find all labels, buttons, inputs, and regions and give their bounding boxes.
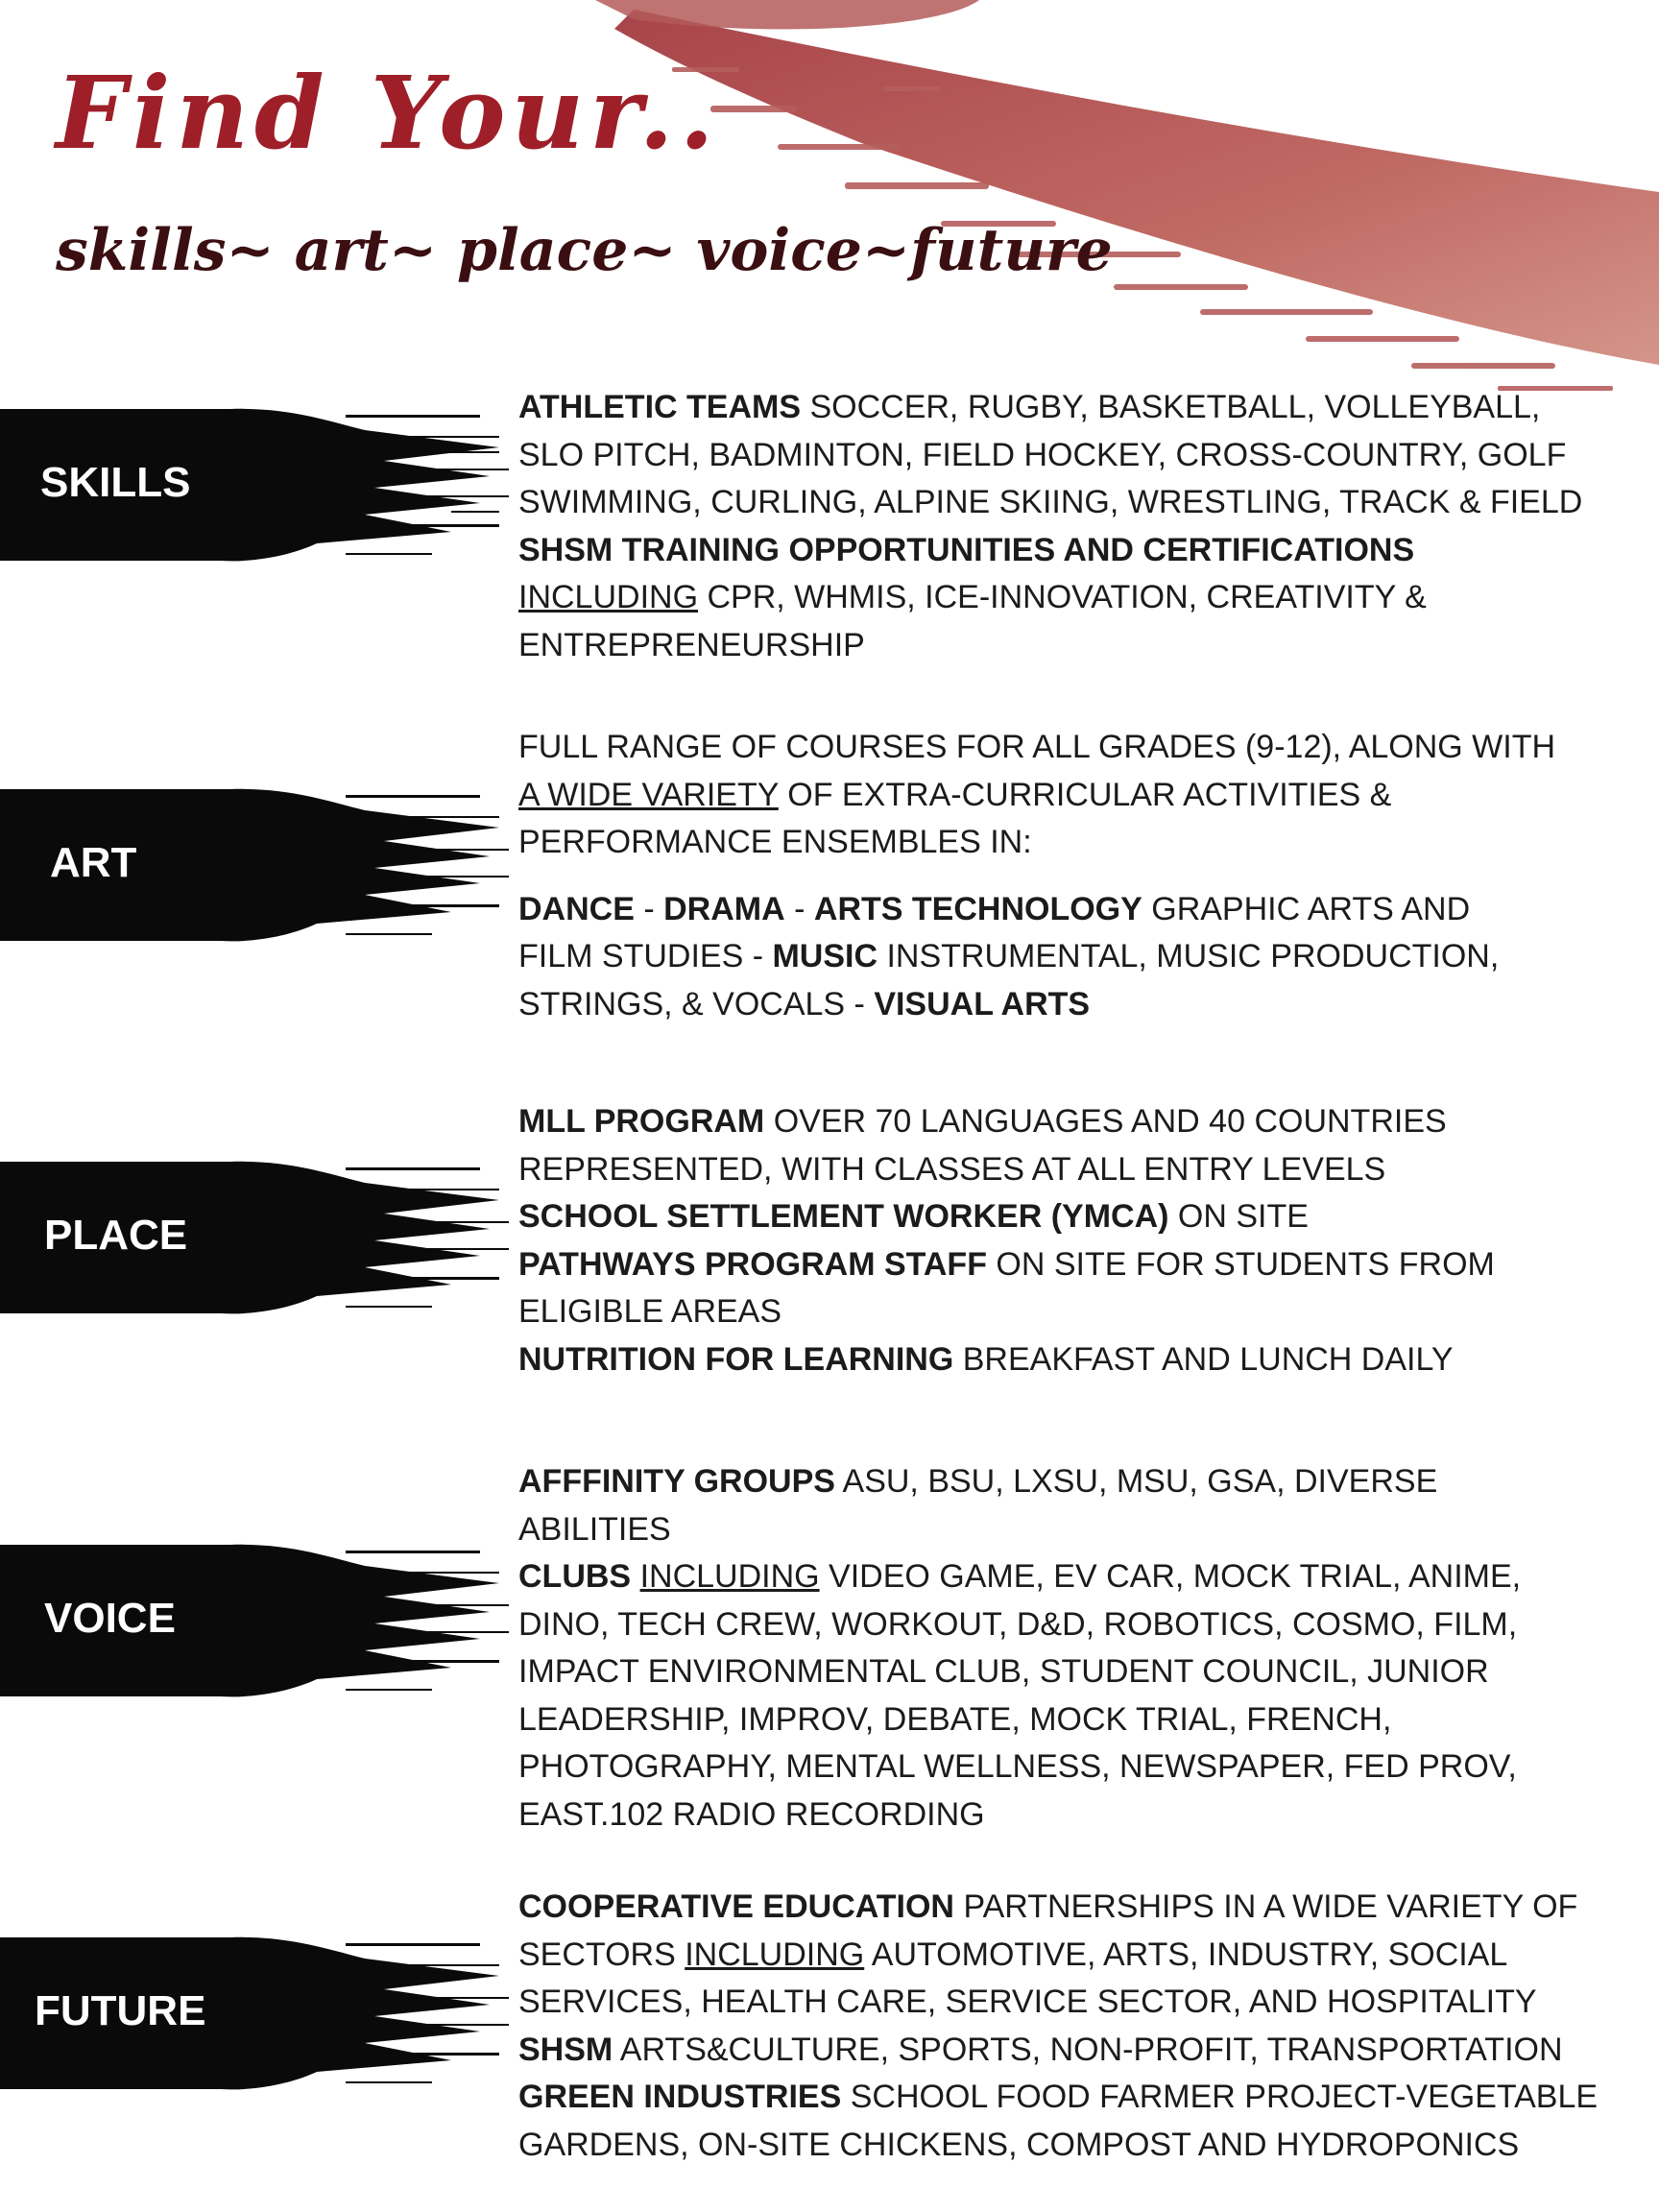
place-label: PLACE [44,1212,188,1259]
art-line-2 [518,772,1632,820]
skills-line-6: ENTREPRENEURSHIP [518,626,865,663]
voice-line-2: ABILITIES [518,1510,671,1548]
voice-label: VOICE [44,1595,176,1642]
art-line-5 [518,933,1632,981]
sectors-list-text: AUTOMOTIVE, ARTS, INDUSTRY, SOCIAL [864,1936,1508,1973]
music-heading: MUSIC [772,938,878,974]
green-industries-text: SCHOOL FOOD FARMER PROJECT-VEGETABLE [841,2079,1599,2115]
place-line-4 [518,1241,1632,1289]
coop-education-text: PARTNERSHIPS IN A WIDE VARIETY OF [954,1888,1578,1925]
shsm-heading: SHSM [518,2031,613,2068]
sectors-text: SECTORS [518,1936,685,1973]
art-line-2-text: OF EXTRA-CURRICULAR ACTIVITIES & [778,776,1392,813]
skills-line-1 [518,384,1632,432]
brush-stroke-decoration [576,0,1659,403]
clubs-heading: CLUBS [518,1558,632,1595]
voice-label-brush [0,1527,518,1710]
spacer [518,867,1632,886]
strings-text: STRINGS, & VOCALS - [518,985,875,1022]
coop-education-heading: COOPERATIVE EDUCATION [518,1888,954,1925]
pathways-text: ON SITE FOR STUDENTS FROM [986,1245,1495,1283]
art-text [518,724,1632,1028]
art-label-brush [0,772,518,954]
art-line-1: FULL RANGE OF COURSES FOR ALL GRADES (9-12), ALONG WITH [518,729,1556,765]
voice-line-1 [518,1458,1632,1506]
place-label-brush [0,1144,518,1327]
future-line-1 [518,1884,1632,1932]
film-studies-text: FILM STUDIES - [518,938,773,974]
place-line-5: ELIGIBLE AREAS [518,1293,782,1330]
skills-line-5 [518,574,1632,622]
future-label-brush [0,1920,518,2103]
mll-program-heading: MLL PROGRAM [518,1103,765,1140]
drama-heading: DRAMA [663,890,785,927]
voice-line-3 [518,1553,1632,1601]
settlement-worker-heading: SCHOOL SETTLEMENT WORKER (YMCA) [518,1198,1169,1235]
including-underlined: INCLUDING [518,579,699,615]
art-line-6 [518,981,1632,1029]
green-industries-heading: GREEN INDUSTRIES [518,2079,842,2115]
place-line-2: REPRESENTED, WITH CLASSES AT ALL ENTRY LEVELS [518,1150,1386,1188]
clubs-text: VIDEO GAME, EV CAR, MOCK TRIAL, ANIME, [819,1558,1522,1595]
skills-line-2: SLO PITCH, BADMINTON, FIELD HOCKEY, CROSS-COUNTRY, GOLF [518,436,1567,473]
dance-heading: DANCE [518,890,635,927]
future-line-5 [518,2074,1632,2122]
art-separator: - [784,890,814,927]
voice-line-8: EAST.102 RADIO RECORDING [518,1795,985,1833]
skills-label: SKILLS [40,459,191,506]
arts-technology-heading: ARTS TECHNOLOGY [813,890,1142,927]
mll-program-text: OVER 70 LANGUAGES AND 40 COUNTRIES [764,1103,1447,1140]
including-underlined: INCLUDING [639,1558,820,1595]
wide-variety-underlined: A WIDE VARIETY [518,776,779,813]
page-title: Find Your.. [56,54,720,172]
skills-text [518,384,1632,669]
visual-arts-heading: VISUAL ARTS [874,985,1091,1022]
skills-line-3: SWIMMING, CURLING, ALPINE SKIING, WRESTLING, TRACK & FIELD [518,484,1583,520]
voice-text [518,1458,1632,1839]
music-text: INSTRUMENTAL, MUSIC PRODUCTION, [878,938,1500,974]
shsm-text: ARTS&CULTURE, SPORTS, NON-PROFIT, TRANSPORTATION [613,2031,1563,2068]
voice-line-5: IMPACT ENVIRONMENTAL CLUB, STUDENT COUNCIL, JUNIOR [518,1653,1489,1690]
art-line-3: PERFORMANCE ENSEMBLES IN: [518,824,1032,860]
voice-line-7: PHOTOGRAPHY, MENTAL WELLNESS, NEWSPAPER, FED PROV, [518,1748,1517,1785]
including-underlined: INCLUDING [685,1936,865,1973]
nutrition-text: BREAKFAST AND LUNCH DAILY [953,1340,1454,1378]
skills-label-brush [0,392,518,574]
future-text [518,1884,1632,2169]
pathways-heading: PATHWAYS PROGRAM STAFF [518,1245,987,1283]
art-separator: - [634,890,664,927]
shsm-training-heading: SHSM TRAINING OPPORTUNITIES AND CERTIFICATIONS [518,531,1415,568]
future-line-4 [518,2027,1632,2075]
athletic-teams-text: SOCCER, RUGBY, BASKETBALL, VOLLEYBALL, [801,389,1541,425]
place-line-3 [518,1193,1632,1241]
athletic-teams-heading: ATHLETIC TEAMS [518,389,802,425]
affinity-groups-heading: AFFFINITY GROUPS [518,1463,835,1500]
future-line-6: GARDENS, ON-SITE CHICKENS, COMPOST AND HYDROPONICS [518,2126,1520,2163]
certifications-text: CPR, WHMIS, ICE-INNOVATION, CREATIVITY & [698,579,1427,615]
art-line-4 [518,886,1632,934]
place-line-1 [518,1098,1632,1146]
future-line-2 [518,1932,1632,1980]
arts-technology-text: GRAPHIC ARTS AND [1142,890,1471,927]
affinity-groups-text: ASU, BSU, LXSU, MSU, GSA, DIVERSE [834,1463,1438,1500]
voice-line-4: DINO, TECH CREW, WORKOUT, D&D, ROBOTICS, COSMO, FILM, [518,1605,1518,1643]
page-subtitle: skills~ art~ place~ voice~future [56,217,1113,284]
voice-line-6: LEADERSHIP, IMPROV, DEBATE, MOCK TRIAL, FRENCH, [518,1700,1392,1738]
future-line-3: SERVICES, HEALTH CARE, SERVICE SECTOR, AND HOSPITALITY [518,1984,1537,2020]
settlement-worker-text: ON SITE [1168,1198,1309,1235]
place-line-6 [518,1336,1632,1384]
art-label: ART [50,839,137,886]
future-label: FUTURE [35,1987,206,2034]
place-text [518,1098,1632,1383]
nutrition-heading: NUTRITION FOR LEARNING [518,1340,954,1378]
